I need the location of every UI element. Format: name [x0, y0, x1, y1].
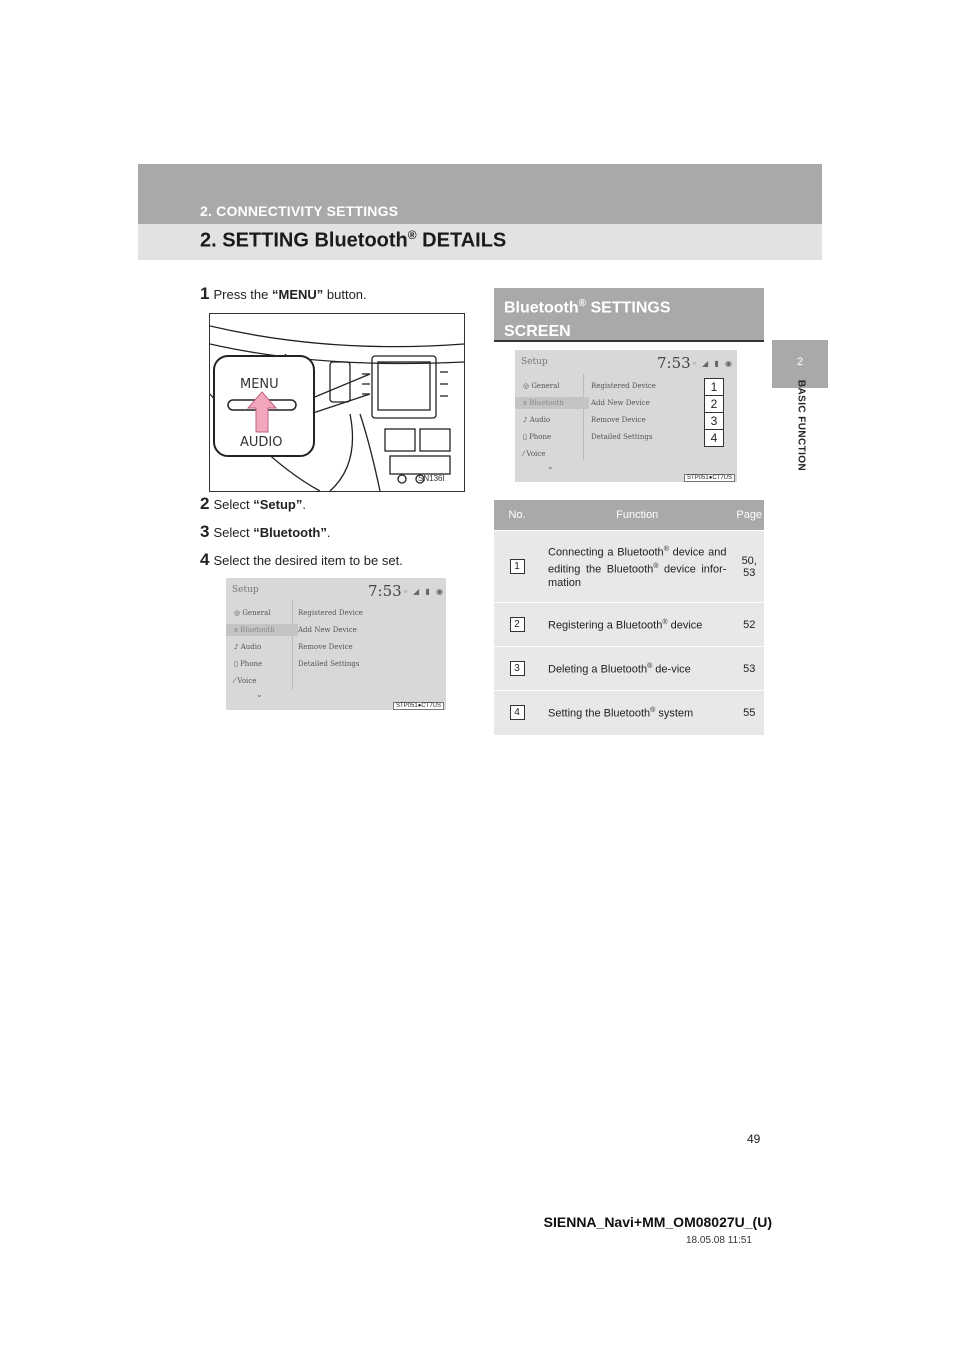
heading-main: Bluetooth [504, 299, 579, 317]
callout-4: 4 [704, 429, 724, 447]
screen-divider [583, 374, 584, 460]
chapter-label: BASIC FUNCTION [795, 379, 807, 472]
row-number [494, 647, 540, 691]
table-row [494, 603, 764, 647]
step-text-end: . [326, 525, 331, 540]
screen-clock: 7:53 [657, 354, 691, 372]
nav-phone: ▯ Phone [523, 433, 552, 441]
image-code: STP051●CT7US [393, 702, 444, 710]
page-title-end: DETAILS [416, 229, 507, 252]
nav-label: General [531, 382, 560, 390]
heading-end: SETTINGS [586, 299, 671, 317]
step-1 [200, 284, 367, 304]
row-page: 52 [734, 603, 764, 647]
page-title-main: 2. SETTING Bluetooth [200, 229, 408, 252]
nav-label: Bluetooth [529, 399, 564, 407]
step-keyword: “Bluetooth” [253, 525, 327, 540]
step-3 [200, 522, 331, 542]
nav-label: General [242, 609, 271, 617]
callout-3: 3 [704, 412, 724, 430]
step-number: 3 [200, 522, 210, 541]
dashboard-illustration [209, 313, 465, 492]
number-box: 2 [510, 617, 525, 632]
step-text: Select the desired item to be set. [213, 553, 403, 568]
row-function: Registering a Bluetooth® device [540, 603, 734, 647]
table-row [494, 647, 764, 691]
option-registered-device: Registered Device [591, 382, 656, 390]
document-date: 18.05.08 11:51 [686, 1235, 752, 1246]
step-number: 2 [200, 494, 210, 513]
header-page: Page [734, 500, 764, 531]
option-detailed-settings: Detailed Settings [591, 433, 653, 441]
option-add-new-device: Add New Device [298, 626, 357, 634]
page-title [200, 228, 506, 253]
table-row [494, 691, 764, 735]
heading-line2: SCREEN [504, 323, 571, 341]
option-remove-device: Remove Device [591, 416, 646, 424]
step-number: 4 [200, 550, 210, 569]
number-box: 3 [510, 661, 525, 676]
table-row [494, 531, 764, 603]
nav-audio: ♪ Audio [523, 416, 551, 424]
nav-audio: ♪ Audio [234, 643, 262, 651]
screen-title: Setup [232, 585, 259, 595]
nav-label: Bluetooth [240, 626, 275, 634]
table-header-row [494, 500, 764, 531]
nav-phone: ▯ Phone [234, 660, 263, 668]
image-code: SN136I [418, 474, 445, 483]
option-registered-device: Registered Device [298, 609, 363, 617]
option-add-new-device: Add New Device [591, 399, 650, 407]
dash-audio-text: AUDIO [240, 435, 283, 450]
registered-mark: ® [407, 228, 417, 242]
chevron-down-icon: ⌄ [547, 462, 554, 471]
image-code: STP051●CT7US [684, 474, 735, 482]
section-label: 2. CONNECTIVITY SETTINGS [200, 203, 399, 219]
nav-label: Voice [526, 450, 546, 458]
callout-2: 2 [704, 395, 724, 413]
row-function: Deleting a Bluetooth® de-vice [540, 647, 734, 691]
step-2 [200, 494, 306, 514]
dashboard-drawing [210, 314, 464, 491]
step-4 [200, 550, 403, 570]
nav-bluetooth: ʙ Bluetooth [226, 624, 298, 636]
row-page: 53 [734, 647, 764, 691]
step-text-end: button. [323, 287, 367, 302]
row-number [494, 603, 540, 647]
step-text: Press the [213, 287, 272, 302]
nav-general: ◎ General [523, 382, 560, 390]
step-keyword: “Setup” [253, 497, 303, 512]
header-function: Function [540, 500, 734, 531]
dash-menu-text: MENU [240, 377, 279, 392]
nav-label: Phone [529, 433, 552, 441]
setup-screenshot-left [226, 578, 446, 710]
row-number [494, 531, 540, 603]
row-page: 55 [734, 691, 764, 735]
screen-clock: 7:53 [368, 582, 402, 600]
nav-bluetooth: ʙ Bluetooth [515, 397, 589, 409]
nav-general: ◎ General [234, 609, 271, 617]
step-number: 1 [200, 284, 210, 303]
option-remove-device: Remove Device [298, 643, 353, 651]
chevron-down-icon: ⌄ [256, 690, 263, 699]
row-number [494, 691, 540, 735]
row-page: 50, 53 [734, 531, 764, 603]
screen-title: Setup [521, 357, 548, 367]
status-icons: ▫ ◢ ▮ ◉ [404, 587, 446, 596]
chapter-tab-number: 2 [796, 356, 804, 368]
row-function: Connecting a Bluetooth® device and editing the Bluetooth® device infor-mation [540, 531, 734, 603]
callout-1: 1 [704, 378, 724, 396]
number-box: 1 [510, 559, 525, 574]
section-heading [504, 292, 670, 344]
step-keyword: “MENU” [272, 287, 324, 302]
nav-label: Voice [237, 677, 257, 685]
step-text-end: . [302, 497, 306, 512]
nav-label: Audio [240, 643, 262, 651]
setup-screenshot-right [515, 350, 737, 482]
registered-mark: ® [578, 298, 587, 309]
function-table [494, 500, 764, 735]
step-text: Select [213, 525, 254, 540]
number-box: 4 [510, 705, 525, 720]
step-text: Select [213, 497, 254, 512]
status-icons: ▫ ◢ ▮ ◉ [693, 359, 735, 368]
nav-voice: ⁄ Voice [523, 450, 546, 458]
nav-label: Audio [529, 416, 551, 424]
nav-label: Phone [240, 660, 263, 668]
nav-voice: ⁄ Voice [234, 677, 257, 685]
header-no: No. [494, 500, 540, 531]
page-number: 49 [747, 1132, 761, 1146]
document-id: SIENNA_Navi+MM_OM08027U_(U) [543, 1214, 772, 1230]
option-detailed-settings: Detailed Settings [298, 660, 360, 668]
row-function: Setting the Bluetooth® system [540, 691, 734, 735]
